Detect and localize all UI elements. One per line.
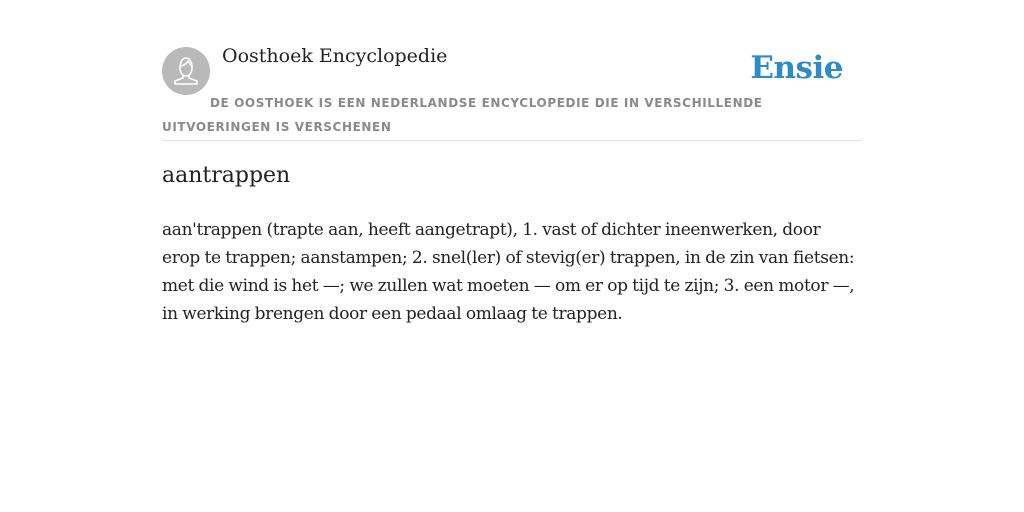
page xyxy=(162,0,862,324)
site-tagline: DE OOSTHOEK IS EEN NEDERLANDSE ENCYCLOPEDIE DIE IN VERSCHILLENDE UITVOERINGEN IS VERSCHENEN xyxy=(162,96,763,134)
entry-definition: aan'trappen (trapte aan, heeft aangetrapt), 1. vast of dichter ineenwerken, door erop te trappen; aanstampen; 2. snel(ler) of stevig(er) trappen, in de zin van fietsen: met die wind is het —; we zullen wat moeten — om er op tijd te zijn; 3. een motor —, in werking brengen door een pedaal omlaag te trappen. xyxy=(162,220,855,324)
header xyxy=(162,0,862,141)
brand-logo[interactable]: Ensie xyxy=(750,50,843,86)
author-avatar[interactable] xyxy=(162,47,210,95)
entry-title: aantrappen xyxy=(162,163,291,188)
user-avatar-icon xyxy=(162,47,210,95)
site-name[interactable]: Oosthoek Encyclopedie xyxy=(222,45,448,67)
